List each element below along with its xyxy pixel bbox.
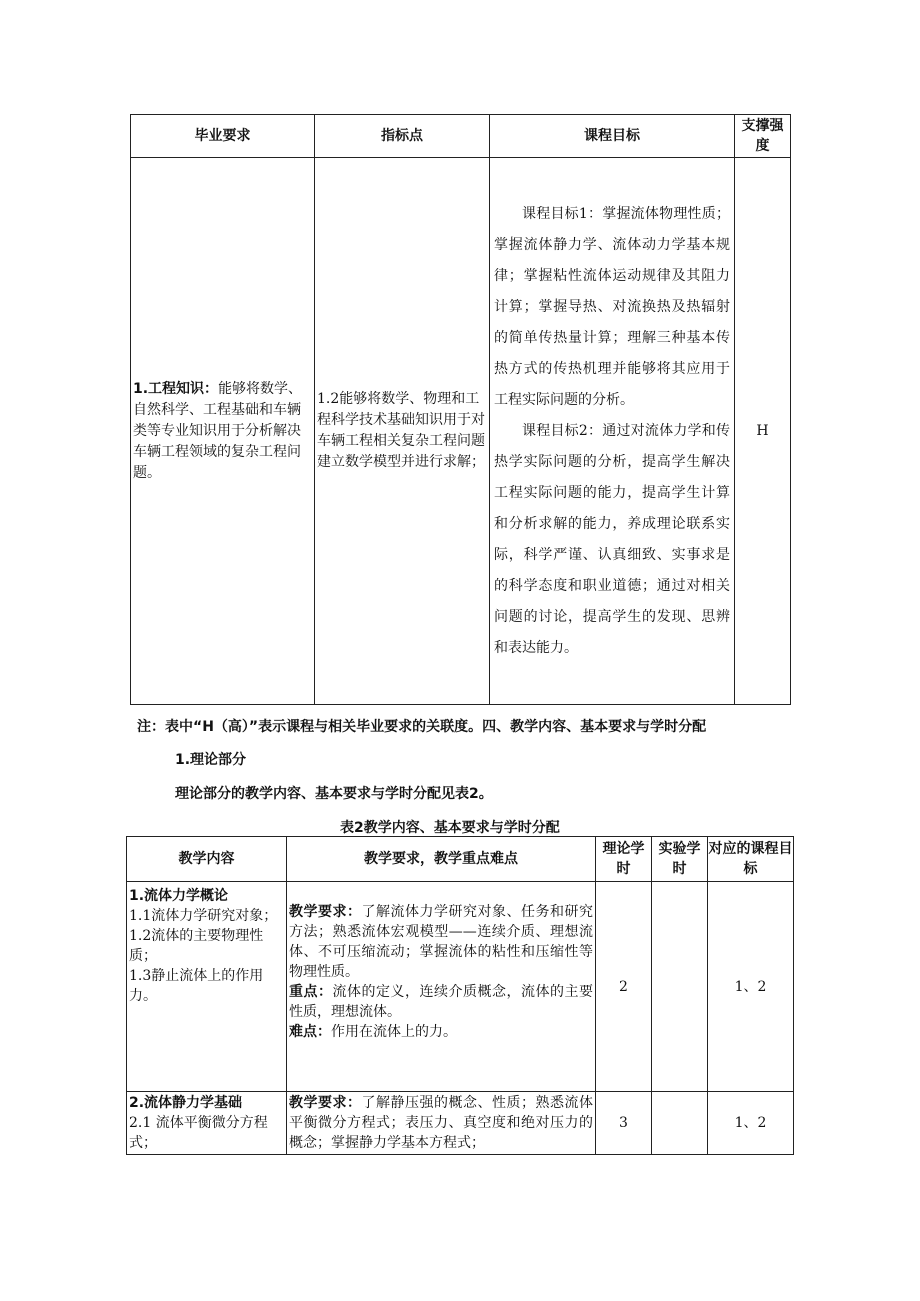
header-course-goal: 课程目标 [490, 115, 735, 158]
content-title: 2.流体静力学基础 [129, 1095, 243, 1111]
lab-hours-cell [652, 1092, 708, 1155]
section-paragraph: 理论部分的教学内容、基本要求与学时分配见表2。 [175, 786, 493, 802]
graduation-requirements-table [130, 114, 791, 705]
requirement-text: 能够将数学、自然科学、工程基础和车辆类等专业知识用于分析解决车辆工程领域的复杂工程问题。 [133, 380, 303, 481]
header-requirement: 毕业要求 [131, 115, 315, 158]
content-cell [127, 882, 287, 1092]
header-support: 支撑强度 [735, 115, 791, 158]
requirement-title: 1.工程知识： [133, 380, 219, 397]
course-goal-2: 课程目标2：通过对流体力学和传热学实际问题的分析，提高学生解决工程实际问题的能力，提高学生计算和分析求解的能力，养成理论联系实际，科学严谨、认真细致、实事求是的科学态度和职业道德；通过对相关问题的讨论，提高学生的发现、思辨和表达能力。 [494, 422, 730, 656]
table-row [127, 1092, 794, 1155]
requirements-cell [287, 1092, 596, 1155]
content-item: 1.2流体的主要物理性质； [129, 928, 264, 964]
table-note: 注：表中“H（高）”表示课程与相关毕业要求的关联度。四、教学内容、基本要求与学时分配 [137, 719, 707, 735]
course-goal-1: 课程目标1：掌握流体物理性质；掌握流体静力学、流体动力学基本规律；掌握粘性流体运动规律及其阻力计算；掌握导热、对流换热及热辐射的简单传热量计算；理解三种基本传热方式的传热机理并能够将其应用于工程实际问题的分析。 [494, 205, 730, 408]
difficulty-text: 作用在流体上的力。 [331, 1024, 457, 1040]
course-goal-cell [490, 158, 735, 705]
table-row [131, 158, 791, 705]
table-header-row [127, 837, 794, 882]
goals-cell: 1、2 [708, 1092, 794, 1155]
theory-hours-cell: 3 [596, 1092, 652, 1155]
content-cell [127, 1092, 287, 1155]
requirements-cell [287, 882, 596, 1092]
table-header-row [131, 115, 791, 158]
content-item: 1.3静止流体上的作用力。 [129, 968, 264, 1004]
content-item: 2.1 流体平衡微分方程式； [129, 1115, 268, 1151]
header-requirements: 教学要求，教学重点难点 [287, 837, 596, 882]
lab-hours-cell [652, 882, 708, 1092]
requirement-cell [131, 158, 315, 705]
header-goals: 对应的课程目标 [708, 837, 794, 882]
table2-caption: 表2教学内容、基本要求与学时分配 [340, 820, 560, 836]
goals-cell: 1、2 [708, 882, 794, 1092]
header-theory-hours: 理论学时 [596, 837, 652, 882]
table-row [127, 882, 794, 1092]
content-title: 1.流体力学概论 [129, 888, 229, 904]
req-text: 了解流体力学研究对象、任务和研究方法；熟悉流体宏观模型——连续介质、理想流体、不可压缩流动；掌握流体的粘性和压缩性等物理性质。 [289, 904, 593, 980]
section-title: 1.理论部分 [175, 752, 247, 768]
indicator-cell: 1.2能够将数学、物理和工程科学技术基础知识用于对车辆工程相关复杂工程问题建立数学模型并进行求解； [315, 158, 490, 705]
header-lab-hours: 实验学时 [652, 837, 708, 882]
header-content: 教学内容 [127, 837, 287, 882]
req-text: 了解静压强的概念、性质；熟悉流体平衡微分方程式；表压力、真空度和绝对压力的概念；掌握静力学基本方程式； [289, 1095, 593, 1151]
theory-hours-cell: 2 [596, 882, 652, 1092]
req-label: 教学要求： [289, 904, 362, 920]
difficulty-label: 难点： [289, 1024, 331, 1040]
req-label: 教学要求： [289, 1095, 362, 1111]
content-item: 1.1流体力学研究对象； [129, 908, 278, 924]
teaching-content-table [126, 836, 794, 1155]
header-indicator: 指标点 [315, 115, 490, 158]
key-label: 重点： [289, 984, 333, 1000]
key-text: 流体的定义，连续介质概念，流体的主要性质，理想流体。 [289, 984, 593, 1020]
support-cell: H [735, 158, 791, 705]
